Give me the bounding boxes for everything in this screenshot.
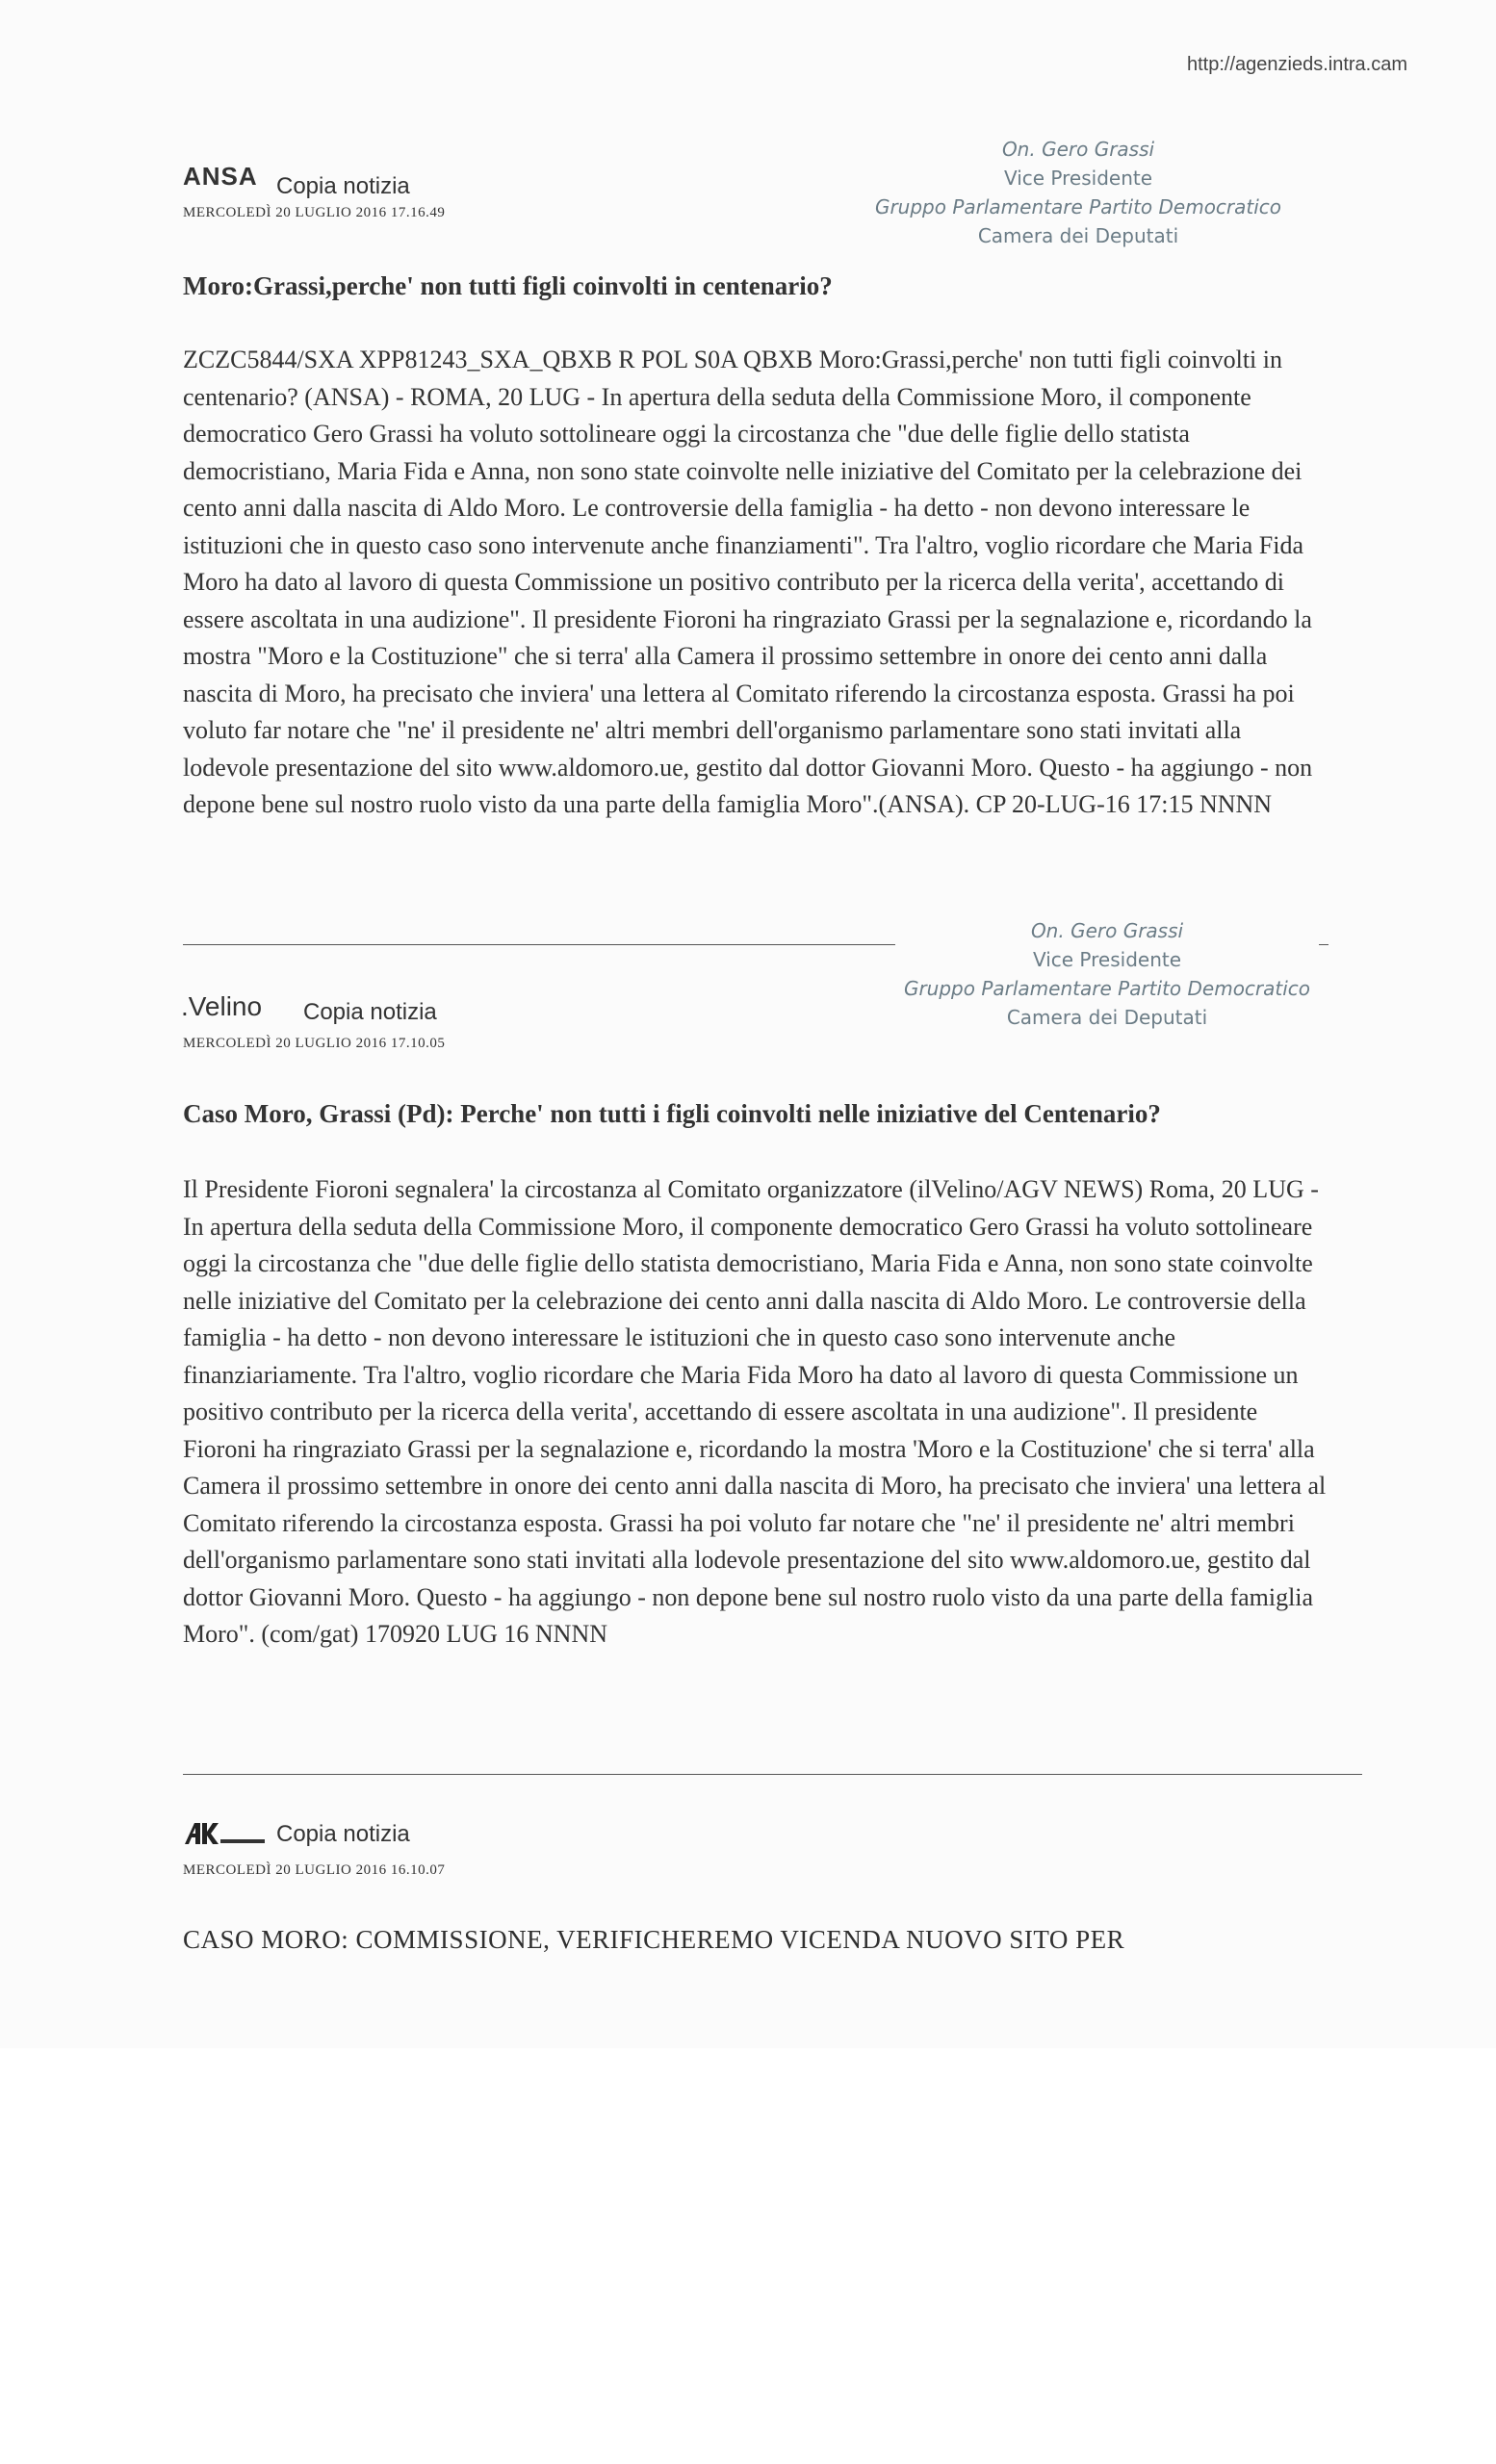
adnkronos-logo — [183, 1819, 270, 1846]
signature-stamp — [866, 135, 1290, 250]
article-date: MERCOLEDÌ 20 LUGLIO 2016 16.10.07 — [183, 1862, 446, 1878]
signature-stamp — [895, 916, 1319, 1032]
page-url: http://agenzieds.intra.cam — [1186, 54, 1407, 75]
stamp-role: Vice Presidente — [1003, 167, 1153, 190]
ansa-logo: ANSA — [183, 162, 258, 191]
stamp-role: Vice Presidente — [1032, 948, 1182, 971]
copy-label: Copia notizia — [276, 173, 410, 199]
copy-label: Copia notizia — [303, 999, 437, 1025]
article-title: Caso Moro, Grassi (Pd): Perche' non tutti i figli coinvolti nelle iniziative del Centenario? — [183, 1099, 1161, 1128]
stamp-group: Gruppo Parlamentare Partito Democratico — [903, 977, 1311, 1000]
stamp-name: On. Gero Grassi — [1001, 138, 1155, 161]
stamp-chamber: Camera dei Deputati — [977, 224, 1179, 247]
article-body: ZCZC5844/SXA XPP81243_SXA_QBXB R POL S0A QBXB Moro:Grassi,perche' non tutti figli coinvolti in centenario? (ANSA) - ROMA, 20 LUG - In apertura della seduta della Commissione Moro, il componente democratico Gero Grassi ha voluto sottolineare oggi la circostanza che "due delle figlie dello statista democristiano, Maria Fida e Anna, non sono state coinvolte nelle iniziative del Comitato per la celebrazione dei cento anni dalla nascita di Aldo Moro. Le controversie della famiglia - ha detto - non devono interessare le istituzioni che in questo caso sono intervenute anche finanziamenti". Tra l'altro, voglio ricordare che Maria Fida Moro ha dato al lavoro di questa Commissione un positivo contributo per la ricerca della verita', accettando di essere ascoltata in una audizione". Il presidente Fioroni ha ringraziato Grassi per la segnalazione e, ricordando la mostra "Moro e la Costituzione" che si terra' alla Camera il prossimo settembre in onore dei cento anni dalla nascita di Moro, ha precisato che inviera' una lettera al Comitato riferendo la circostanza esposta. Grassi ha poi voluto far notare che "ne' il presidente ne' altri membri dell'organismo parlamentare sono stati invitati alla lodevole presentazione del sito www.aldomoro.ue, gestito dal dottor Giovanni Moro. Questo - ha aggiungo - non depone bene sul nostro ruolo visto da una parte della famiglia Moro".(ANSA). CP 20-LUG-16 17:15 NNNN — [183, 346, 1313, 818]
article-body: Il Presidente Fioroni segnalera' la circostanza al Comitato organizzatore (ilVelino/AGV NEWS) Roma, 20 LUG - In apertura della seduta della Commissione Moro, il componente democratico Gero Grassi ha voluto sottolineare oggi la circostanza che "due delle figlie dello statista democristiano, Maria Fida e Anna, non sono state coinvolte nelle iniziative del Comitato per la celebrazione dei cento anni dalla nascita di Aldo Moro. Le controversie della famiglia - ha detto - non devono interessare le istituzioni che in questo caso sono intervenute anche finanziariamente. Tra l'altro, voglio ricordare che Maria Fida Moro ha dato al lavoro di questa Commissione un positivo contributo per la ricerca della verita', accettando di essere ascoltata in una audizione". Il presidente Fioroni ha ringraziato Grassi per la segnalazione e, ricordando la mostra 'Moro e la Costituzione' che si terra' alla Camera il prossimo settembre in onore dei cento anni dalla nascita di Moro, ha precisato che inviera' una lettera al Comitato riferendo la circostanza esposta. Grassi ha poi voluto far notare che "ne' il presidente ne' altri membri dell'organismo parlamentare sono stati invitati alla lodevole presentazione del sito www.aldomoro.ue, gestito dal dottor Giovanni Moro. Questo - ha aggiungo - non depone bene sul nostro ruolo visto da una parte della famiglia Moro". (com/gat) 170920 LUG 16 NNNN — [183, 1175, 1327, 1648]
adnkronos-logo-mark — [183, 1819, 270, 1846]
velino-logo: .Velino — [181, 991, 263, 1021]
stamp-group: Gruppo Parlamentare Partito Democratico — [874, 195, 1282, 218]
copy-label: Copia notizia — [276, 1821, 410, 1847]
article-title: CASO MORO: COMMISSIONE, VERIFICHEREMO VICENDA NUOVO SITO PER — [183, 1925, 1125, 1954]
stamp-name: On. Gero Grassi — [1030, 919, 1184, 942]
separator-line — [183, 1774, 1362, 1775]
article-title: Moro:Grassi,perche' non tutti figli coinvolti in centenario? — [183, 271, 833, 300]
stamp-chamber: Camera dei Deputati — [1006, 1006, 1208, 1029]
article-date: MERCOLEDÌ 20 LUGLIO 2016 17.16.49 — [183, 205, 446, 220]
article-date: MERCOLEDÌ 20 LUGLIO 2016 17.10.05 — [183, 1036, 446, 1051]
